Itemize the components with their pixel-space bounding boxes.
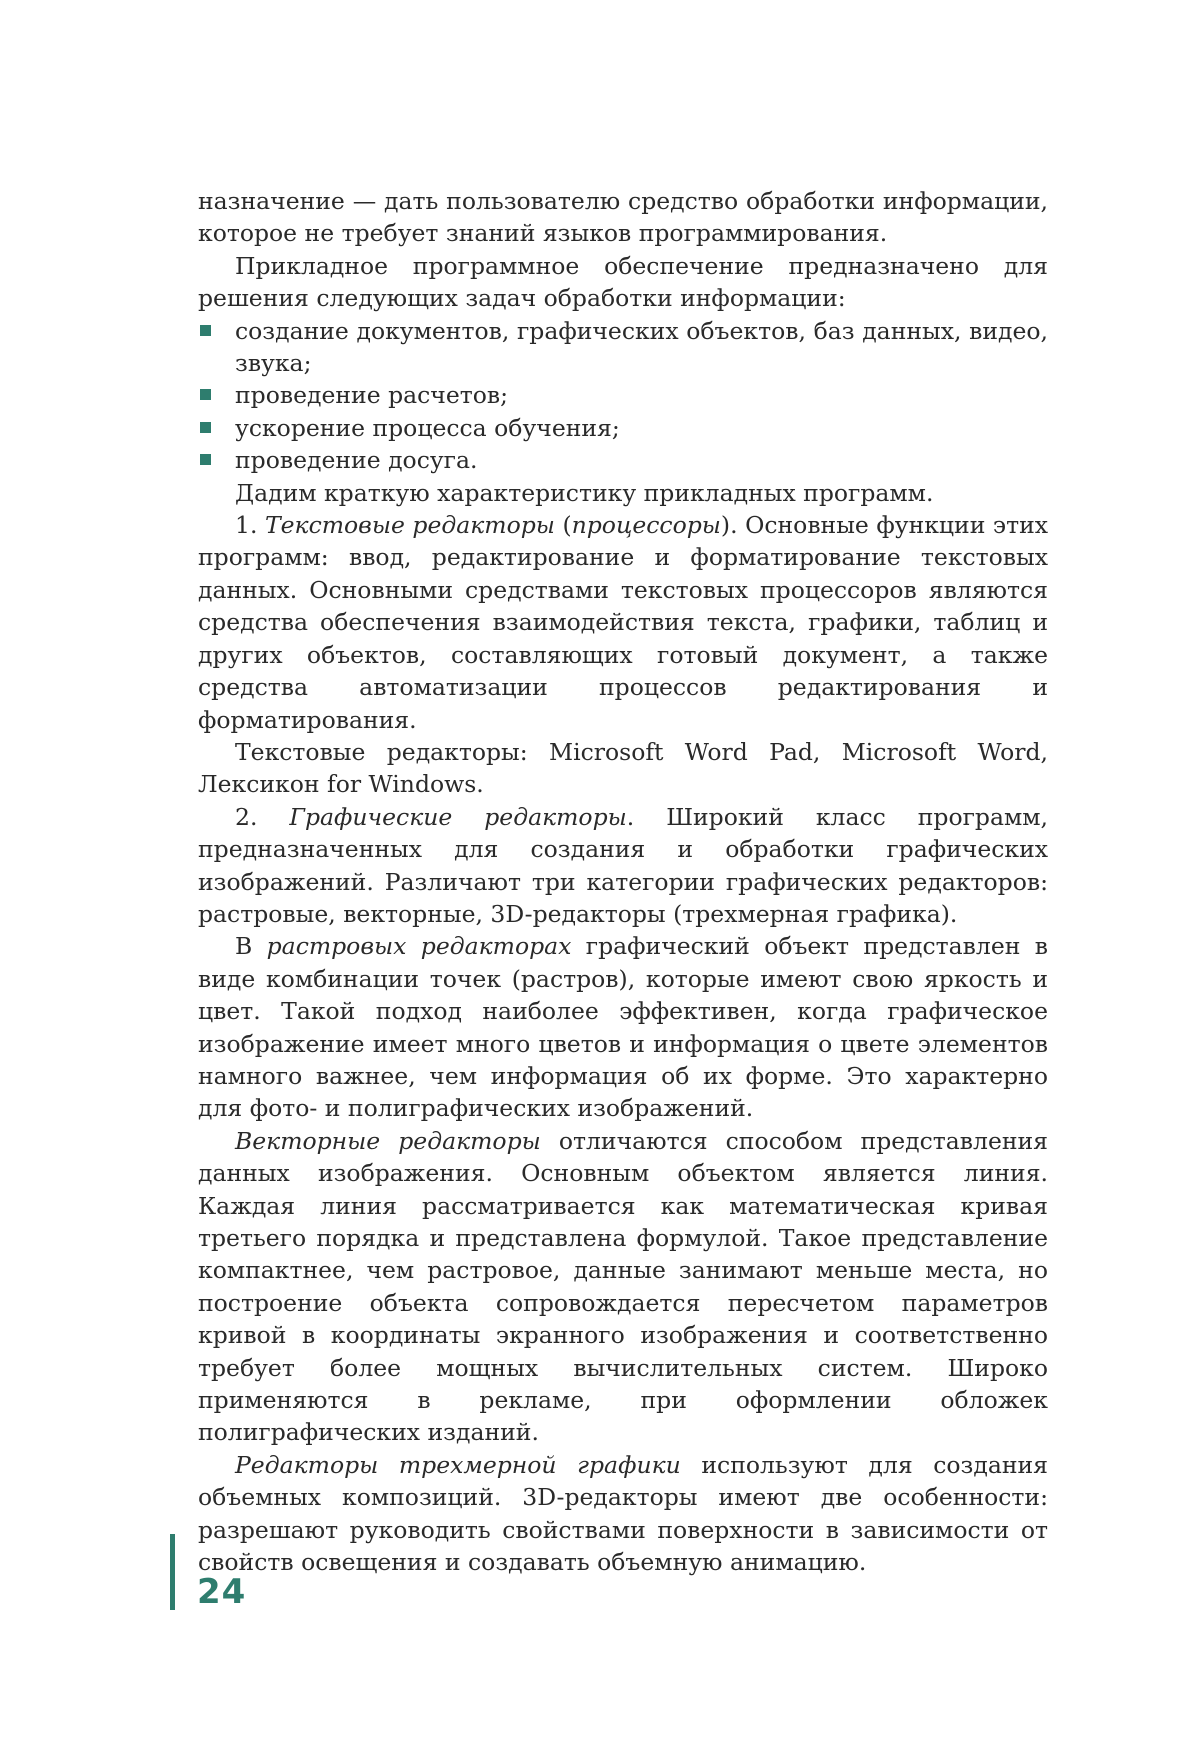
square-bullet-icon [200,389,211,400]
page-body [198,185,1048,1578]
list-item [198,412,1048,444]
term-vector-editors: Векторные редакторы [235,1126,541,1155]
item-number: 2. [235,802,290,831]
paren-open: ( [554,511,572,540]
paragraph-text: отличаются способом представления данных изображения. Основным объектом является линия. Каждая линия рассматривается как математическая кривая третьего порядка и представлена формулой. Такое представление компактнее, чем растровое, данные занимают меньше места, но построение объекта сопровождается пересчетом параметров кривой в координаты экранного изображения и соответственно требует более мощных вычислительных систем. Широко применяются в рекламе, при оформлении обложек полиграфических изданий. [198,1126,1049,1447]
term-graphic-editors: Графические редакторы [289,802,627,831]
paragraph-lead: В [235,932,267,961]
paragraph-intro: Прикладное программное обеспечение предназначено для решения следующих задач обработки информации: [198,251,1048,313]
page-number-bar [170,1534,175,1610]
list-item [198,315,1048,380]
term-3d-editors: Редакторы трехмерной графики [235,1450,681,1479]
square-bullet-icon [200,454,211,465]
term-raster-editors: растровых редакторах [266,932,572,961]
paragraph-text: графический объект представлен в виде комбинации точек (растров), которые имеют свою яркость и цвет. Такой подход наиболее эффективен, когда графическое изображение имеет много цветов и информация о цвете элементов намного важнее, чем информация об их форме. Это характерно для фото- и полиграфических изображений. [198,932,1048,1123]
paragraph-vector-editors [198,1125,1048,1449]
list-item-text: создание документов, графических объектов, баз данных, видео, звука; [235,316,1048,378]
paragraph-text: . Основные функции этих программ: ввод, редактирование и форматирование текстовых данных. Основными средствами текстовых процессоров являются средства обеспечения взаимодействия текста, графики, таблиц и других объектов, составляющих готовый документ, а также средства автоматизации процессов редактирования и форматирования. [198,511,1048,734]
list-item [198,379,1048,411]
list-item [198,444,1048,476]
paragraph-text-editors-examples: Текстовые редакторы: Microsoft Word Pad, Microsoft Word, Лексикон for Windows. [198,737,1048,799]
paragraph-3d-editors [198,1449,1048,1579]
paragraph-continuation: назначение — дать пользователю средство обработки информации, которое не требует знаний языков программирования. [198,187,1048,248]
item-number: 1. [235,511,265,540]
list-item-text: ускорение процесса обучения; [235,413,620,442]
term-text-editors: Текстовые редакторы [264,511,555,540]
list-item-text: проведение досуга. [235,446,478,475]
term-processors: процессоры [571,511,721,540]
paren-close: ) [720,511,731,540]
page-number: 24 [197,1572,247,1612]
paragraph-text: . Широкий класс программ, предназначенных для создания и обработки графических изображений. Различают три категории графических редакторов: растровые, векторные, 3D-редакторы (трехмерная графика). [198,802,1048,928]
paragraph-summary-intro: Дадим краткую характеристику прикладных программ. [235,478,934,507]
paragraph-text-editors [198,509,1048,736]
square-bullet-icon [200,422,211,433]
task-list [198,315,1048,477]
square-bullet-icon [200,325,211,336]
paragraph-text: используют для создания объемных композиций. 3D-редакторы имеют две особенности: разрешают руководить свойствами поверхности в зависимости от свойств освещения и создавать объемную анимацию. [198,1450,1048,1577]
paragraph-raster-editors [198,930,1048,1124]
paragraph-graphic-editors [198,801,1048,931]
list-item-text: проведение расчетов; [235,381,509,410]
